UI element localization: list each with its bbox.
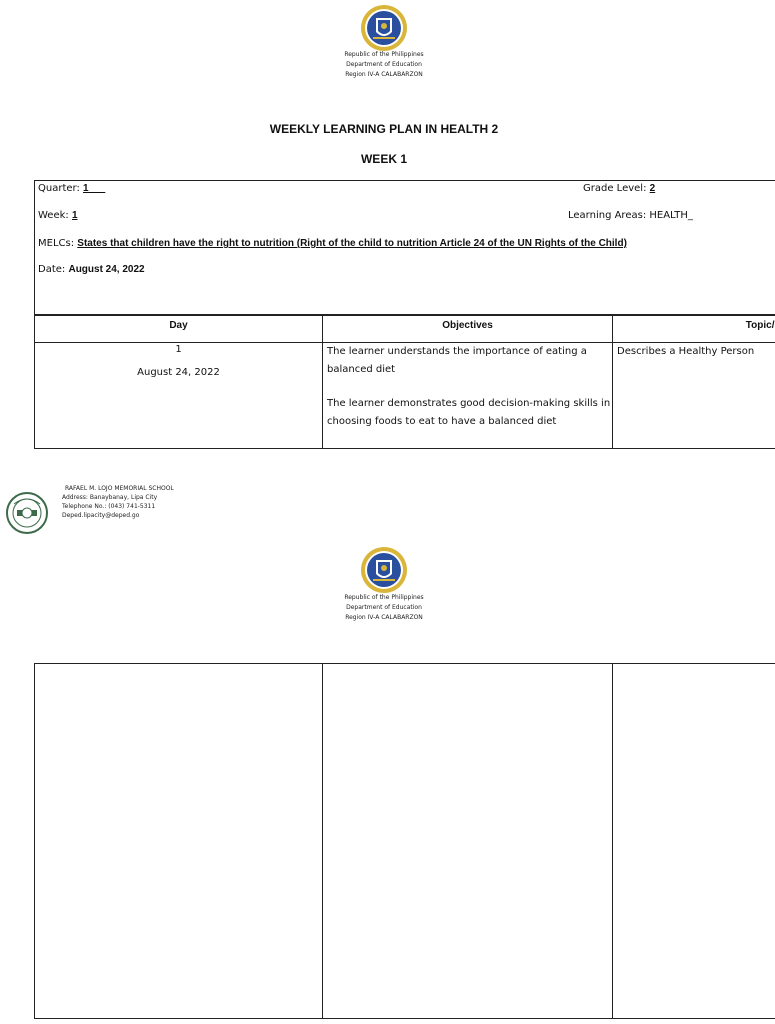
quarter-field (38, 183, 105, 194)
topic-text: Describes a Healthy Person (617, 346, 755, 357)
grade-level-field (583, 183, 655, 194)
grade-level-value: 2 (649, 183, 656, 194)
day-date: August 24, 2022 (137, 367, 220, 378)
document-title: WEEKLY LEARNING PLAN IN HEALTH 2 (269, 122, 499, 136)
header-line: Region IV-A CALABARZON (345, 614, 423, 621)
header-address (284, 50, 484, 80)
week-field (38, 210, 78, 221)
week-heading: WEEK 1 (360, 152, 407, 166)
week-value: 1 (71, 210, 78, 221)
date-label: Date: (38, 264, 66, 275)
melcs-field (38, 238, 627, 249)
melcs-value: States that children have the right to nutrition (Right of the child to nutrition Article 24 of the UN Rights of the Child) (77, 238, 627, 249)
plan-table-continued (34, 663, 775, 1019)
day-number: 1 (175, 344, 182, 355)
date-field (38, 264, 145, 275)
header-topic: Topic/ (613, 315, 775, 343)
school-name: RAFAEL M. LOJO MEMORIAL SCHOOL (65, 485, 174, 492)
learning-area-label: Learning Areas: (568, 210, 647, 221)
topic-cell (613, 664, 775, 1019)
table-row (35, 343, 775, 449)
school-email: Deped.lipacity@deped.go (62, 512, 140, 519)
deped-seal-icon (360, 4, 408, 56)
header-day: Day (35, 315, 323, 343)
objective-item: The learner demonstrates good decision-making skills in choosing foods to eat to have a balanced diet (327, 398, 611, 427)
header-line: Republic of the Philippines (344, 594, 424, 601)
date-value: August 24, 2022 (68, 264, 145, 275)
header-line: Region IV-A CALABARZON (345, 71, 423, 78)
school-telephone: Telephone No.: (043) 741-5311 (62, 503, 156, 510)
info-box (34, 180, 775, 316)
grade-level-label: Grade Level: (583, 183, 647, 194)
quarter-value: 1___ (83, 183, 106, 194)
objectives-cell (323, 343, 613, 449)
topic-cell (613, 343, 775, 449)
objectives-cell (323, 664, 613, 1019)
header-address (284, 593, 484, 623)
deped-seal-icon (360, 546, 408, 598)
header-line: Department of Education (346, 61, 422, 68)
melcs-label: MELCs: (38, 238, 75, 249)
header-line: Republic of the Philippines (344, 51, 424, 58)
school-info (62, 484, 174, 520)
learning-area-field (568, 210, 693, 221)
header-line: Department of Education (346, 604, 422, 611)
day-cell (35, 664, 323, 1019)
table-row (35, 664, 775, 1019)
quarter-label: Quarter: (38, 183, 80, 194)
school-address: Address: Banaybanay, Lipa City (62, 494, 158, 501)
plan-table (34, 314, 775, 449)
table-header-row (35, 315, 775, 343)
learning-area-value: HEALTH_ (649, 210, 693, 221)
objective-item: The learner understands the importance of eating a balanced diet (327, 346, 587, 375)
header-objectives: Objectives (323, 315, 613, 343)
school-logo-icon (6, 492, 48, 538)
week-label: Week: (38, 210, 69, 221)
day-cell (35, 343, 323, 449)
